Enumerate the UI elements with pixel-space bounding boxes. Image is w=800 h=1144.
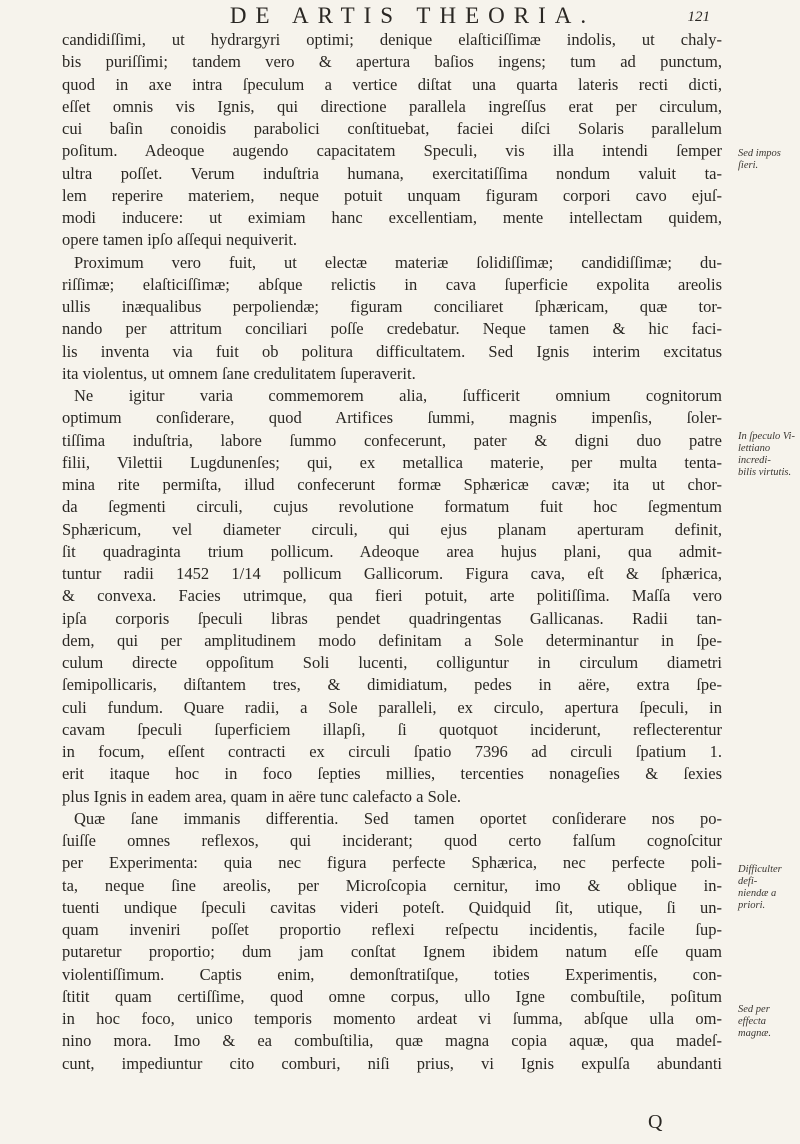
text-line: putaretur proportio; dum jam conſtat Ignem ibidem natum eſſe quam [62,942,722,962]
margin-note-text: Sed per effecta [738,1004,770,1027]
text-line: modi inducere: ut eximiam hanc excellentiam, mente intellectam quidem, [62,208,722,227]
text-line: opere tamen ipſo aſſequi nequiverit. [62,230,298,250]
text-line: ultra poſſet. Verum induſtria humana, exercitatiſſima nondum valuit ta- [62,163,722,183]
text-line: plus Ignis in eadem area, quam in aëre tunc calefacto a Sole. [62,786,462,806]
text-line: in hoc foco, unico temporis momento ardeat vi ſumma, abſque ulla om- [62,1009,722,1028]
text-line: ipſa corporis ſpeculi libras pendet quadringentas Gallicanas. Radii tan- [62,608,722,628]
text-line: ſit quadraginta trium pollicum. Adeoque area hujus plani, qua admit- [62,541,722,561]
text-line: optimum conſiderare, quod Artifices ſummi, magnis impenſis, ſoler- [62,408,722,428]
text-line: candidiſſimi, ut hydrargyri optimi; denique elaſticiſſimæ indolis, ut chaly- [62,30,722,49]
text-line: ta, neque ſine areolis, per Microſcopia cernitur, imo & oblique in- [62,875,722,895]
margin-note-text: niendæ a priori. [738,888,777,911]
margin-note-text: lettiano incredi- [738,443,771,466]
text-line: dem, qui per amplitudinem modo definitam a Sole determinantur in ſpe- [62,630,722,650]
text-line: eſſet omnis vis Ignis, qui directione parallela ingreſſus erat per circulum, [62,96,722,116]
margin-note-text: Difficulter defi- [738,864,782,887]
text-line: tiſſima induſtria, labore ſummo confecerunt, pater & digni duo patre [62,430,722,450]
text-line: quod in axe intra ſpeculum a vertice diſtat una quarta lateris recti dicti, [62,74,722,94]
text-line: Ne igitur varia commemorem alia, ſufficerit omnium cognitorum [74,386,722,405]
text-line: erit itaque hoc in foco ſepties millies, tercenties nonageſies & ſexies [62,764,722,784]
text-line: per Experimenta: quia nec figura perfecte Sphærica, nec perfecte poli- [62,853,722,873]
text-line: lis inventa via fuit ob politura difficultatem. Sed Ignis interim excitatus [62,341,722,361]
text-line: Sphæricum, vel diameter circuli, qui ejus planam aperturam definit, [62,519,722,539]
text-line: lem reperire materiem, neque potuit unquam figuram corpori cavo ejuſ- [62,185,722,205]
text-line: & convexa. Facies utrimque, qua fieri potuit, arte politiſſima. Maſſa vero [62,586,722,606]
text-line: nino mora. Imo & ea combuſtilia, quæ magna copia aquæ, qua madeſ- [62,1031,722,1051]
text-line: ita violentus, ut omnem ſane credulitatem ſuperaverit. [62,363,416,383]
text-line: cunt, impediuntur cito comburi, niſi prius, vi Ignis expulſa abundanti [62,1053,722,1073]
text-line: ullis inæqualibus perpoliendæ; figuram conciliaret ſphæricam, quæ tor- [62,297,722,316]
text-line: nando per attritum conciliari poſſe credebatur. Neque tamen & hic faci- [62,319,722,339]
margin-note-text: bilis virtutis. [738,467,792,478]
main-text [62,29,722,1075]
margin-note [738,864,800,912]
text-line: bis puriſſimi; tandem vero & apertura baſios ingens; tum ad punctum, [62,52,722,72]
margin-note-text: magnæ. [738,1028,771,1039]
margin-note [738,431,800,479]
text-line: ſuiſſe omnes reflexos, qui inciderant; quod certo falſum cognoſcitur [62,831,722,850]
text-line: cui baſin conoidis parabolici conſtituebat, faciei diſci Solaris parallelum [62,119,722,138]
text-line: filii, Vilettii Lugdunenſes; qui, ex metallica materie, per multa tenta- [62,452,722,472]
running-head: DE ARTIS THEORIA. [229,3,596,28]
text-line: in focum, eſſent contracti ex circuli ſpatio 7396 ad circuli ſpatium 1. [62,742,722,761]
text-line: Proximum vero fuit, ut electæ materiæ ſolidiſſimæ; candidiſſimæ; du- [74,252,722,272]
text-line: culum directe oppoſitum Soli lucenti, colliguntur in circulum diametri [62,653,722,672]
text-line: da ſegmenti circuli, cujus revolutione formatum fuit hoc ſegmentum [62,497,722,517]
text-line: mina rite permiſta, illud confecerunt formæ Sphæricæ cavæ; ita ut chor- [62,475,722,494]
text-line: ſtitit quam certiſſime, quod omne corpus, ullo Igne combuſtile, poſitum [62,986,722,1006]
text-line: cavam ſpeculi ſuperficiem illapſi, ſi quotquot inciderunt, reflecterentur [62,719,722,739]
text-line: tuntur radii 1452 1/14 pollicum Gallicorum. Figura cava, eſt & ſphærica, [62,564,722,583]
margin-note-text: Sed impos ſieri. [738,148,781,171]
margin-note [738,1004,800,1040]
page-number: 121 [687,9,710,25]
text-line: violentiſſimum. Captis enim, demonſtratiſque, toties Experimentis, con- [62,964,722,984]
text-line: tuenti undique ſpeculi cavitas videri poteſt. Quidquid ſit, utique, ſi un- [62,897,722,917]
text-line: quam inveniri poſſet proportio reflexi reſpectu incidentis, facile ſup- [62,920,722,939]
margin-note [738,148,800,172]
margin-note-text: In ſpeculo Vi- [738,431,795,442]
text-line: poſitum. Adeoque augendo capacitatem Speculi, vis illa intendi ſemper [62,141,722,161]
text-line: ſemipollicaris, diſtantem tres, & dimidiatum, pedes in aëre, extra ſpe- [62,675,722,695]
text-line: Quæ ſane immanis differentia. Sed tamen oportet conſiderare nos po- [74,808,722,828]
text-line: culi fundum. Quare radii, a Sole paralleli, ex circulo, apertura ſpeculi, in [62,697,722,717]
text-line: riſſimæ; elaſticiſſimæ; abſque relictis in cava ſuperficie expolita areolis [62,274,722,294]
catchword: Q [648,1111,663,1133]
